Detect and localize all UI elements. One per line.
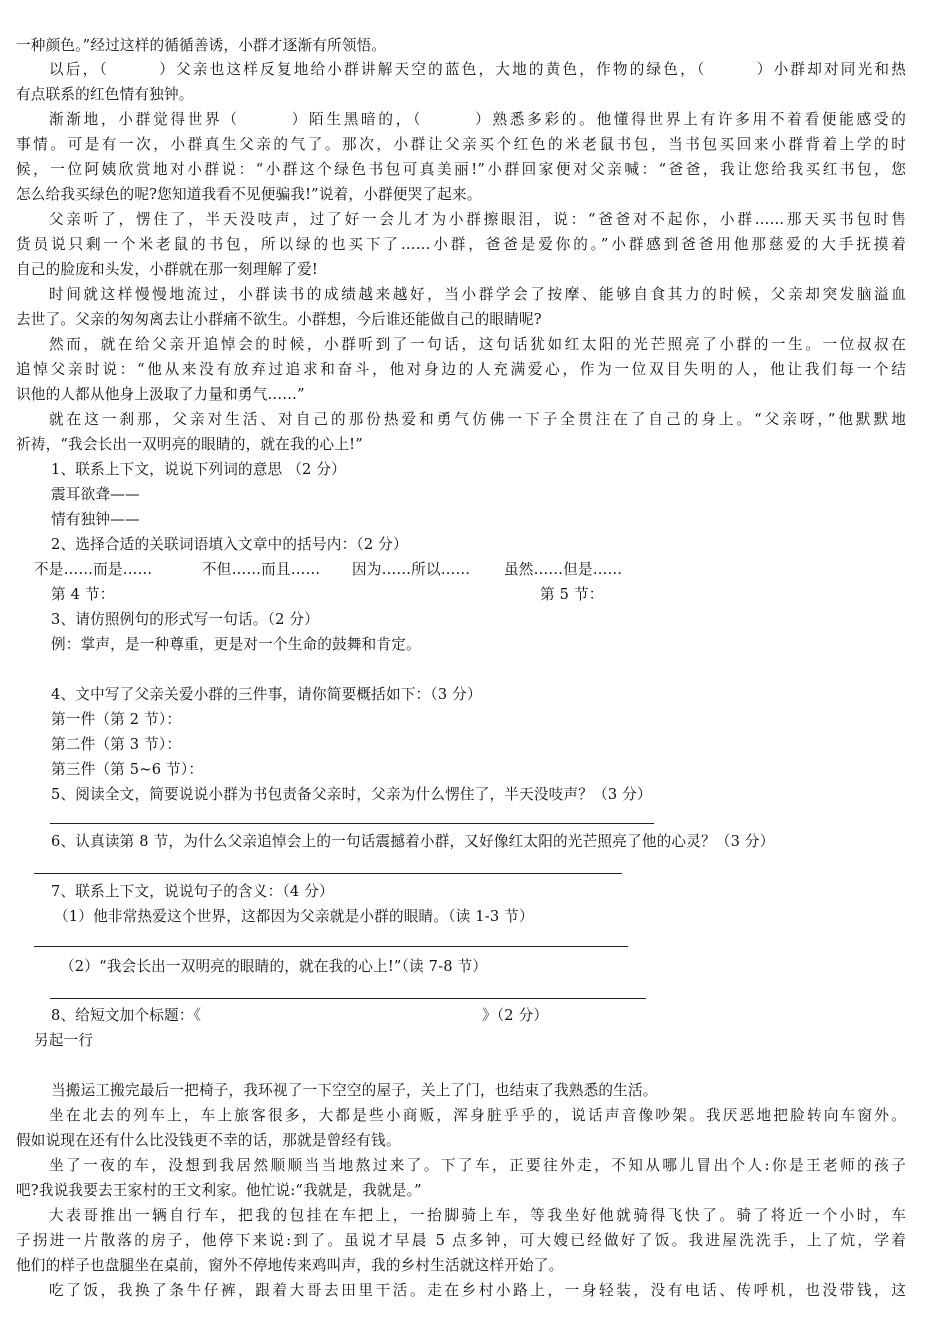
paragraph-line: 子拐进一片散落的房子，他停下来说:到了。虽说才早晨 5 点多钟，可大嫂已经做好了饭。我进屋洗洗手，上了炕，学着 [16, 1232, 906, 1249]
question-3-example: 例：掌声，是一种尊重，更是对一个生命的鼓舞和肯定。 [51, 636, 421, 653]
connective-option: 虽然……但是…… [504, 561, 623, 578]
paragraph-line: 假如说现在还有什么比没钱更不幸的话，那就是曾经有钱。 [16, 1132, 401, 1149]
paragraph-line: 父亲听了，愣住了，半天没吱声，过了好一会儿才为小群擦眼泪，说：“爸爸对不起你，小群……那天买书包时售 [49, 211, 906, 228]
question-4: 4、文中写了父亲关爱小群的三件事，请你简要概括如下：（3 分） [51, 686, 482, 703]
question-2-section-4: 第 4 节： [51, 586, 115, 603]
question-7: 7、联系上下文，说说句子的含义：（4 分） [51, 883, 334, 900]
question-4-item-3: 第三件（第 5~6 节）： [51, 761, 204, 778]
question-5: 5、阅读全文，简要说说小群为书包责备父亲时，父亲为什么愣住了，半天没吱声？（3 分） [51, 786, 652, 803]
newline-note: 另起一行 [34, 1032, 94, 1049]
answer-line [50, 998, 646, 999]
paragraph-line: 候，一位阿姨欣赏地对小群说：“小群这个绿色书包可真美丽!”小群回家便对父亲喊：“爸爸，我让您给我买红书包，您 [16, 161, 906, 178]
answer-line [34, 946, 628, 947]
question-1-term-a: 震耳欲聋—— [51, 486, 140, 503]
paragraph-line: 当搬运工搬完最后一把椅子，我环视了一下空空的屋子，关上了门，也结束了我熟悉的生活。 [51, 1082, 658, 1099]
connective-option: 不是……而是…… [34, 561, 153, 578]
paragraph-line: 怎么给我买绿色的呢?您知道我看不见便骗我!”说着，小群便哭了起来。 [16, 186, 482, 203]
paragraph-line: 去世了。父亲的匆匆离去让小群痛不欲生。小群想，今后谁还能做自己的眼睛呢? [16, 311, 542, 328]
answer-line [34, 873, 622, 874]
paragraph-line: 吃了饭，我换了条牛仔裤，跟着大哥去田里干活。走在乡村小路上，一身轻装，没有电话、传呼机，也没带钱，这 [49, 1282, 906, 1299]
paragraph-line: 识他的人都从他身上汲取了力量和勇气……” [16, 386, 305, 403]
question-2: 2、选择合适的关联词语填入文章中的括号内：（2 分） [51, 536, 408, 553]
paragraph-line: 时间就这样慢慢地流过，小群读书的成绩越来越好，当小群学会了按摩、能够自食其力的时候，父亲却突发脑溢血 [49, 286, 906, 303]
question-6: 6、认真读第 8 节，为什么父亲追悼会上的一句话震撼着小群，又好像红太阳的光芒照亮了他的心灵？（3 分） [51, 833, 775, 850]
paragraph-line: 然而，就在给父亲开追悼会的时候，小群听到了一句话，这句话犹如红太阳的光芒照亮了小群的一生。一位叔叔在 [49, 336, 906, 353]
paragraph-line: 以后，（ ）父亲也这样反复地给小群讲解天空的蓝色，大地的黄色，作物的绿色，（ ）小群却对同光和热 [49, 61, 906, 78]
paragraph-line: 货员说只剩一个米老鼠的书包，所以绿的也买下了……小群，爸爸是爱你的。”小群感到爸爸用他那慈爱的大手抚摸着 [16, 236, 906, 253]
paragraph-line: 祈祷，“我会长出一双明亮的眼睛的，就在我的心上!” [16, 436, 363, 453]
paragraph-line: 一种颜色。”经过这样的循循善诱，小群才逐渐有所领悟。 [16, 37, 387, 54]
paragraph-line: 有点联系的红色情有独钟。 [16, 86, 194, 103]
paragraph-line: 坐在北去的列车上，车上旅客很多，大都是些小商贩，浑身脏乎乎的，说话声音像吵架。我厌恶地把脸转向车窗外。 [49, 1107, 906, 1124]
question-3: 3、请仿照例句的形式写一句话。（2 分） [51, 611, 320, 628]
question-8-prefix: 8、给短文加个标题：《 [51, 1007, 202, 1024]
paragraph-line: 追悼父亲时说：“他从来没有放弃过追求和奋斗，他对身边的人充满爱心，作为一位双目失明的人，他让我们每一个结 [16, 361, 906, 378]
question-8-suffix: 》（2 分） [482, 1007, 549, 1024]
answer-line [50, 823, 654, 824]
connective-option: 因为……所以…… [352, 561, 471, 578]
question-2-section-5: 第 5 节： [540, 586, 604, 603]
question-4-item-1: 第一件（第 2 节）： [51, 711, 182, 728]
question-1-term-b: 情有独钟—— [51, 511, 140, 528]
connective-option: 不但……而且…… [202, 561, 321, 578]
question-1: 1、联系上下文，说说下列词的意思 （2 分） [51, 461, 346, 478]
question-7-sentence-1: （1）他非常热爱这个世界，这都因为父亲就是小群的眼睛。（读 1-3 节） [54, 908, 534, 925]
paragraph-line: 坐了一夜的车，没想到我居然顺顺当当地熬过来了。下了车，正要往外走，不知从哪儿冒出个人:你是王老师的孩子 [49, 1157, 906, 1174]
paragraph-line: 自己的脸庞和头发，小群就在那一刻理解了爱! [16, 261, 318, 278]
paragraph-line: 渐渐地，小群觉得世界（ ）陌生黑暗的，（ ）熟悉多彩的。他懂得世界上有许多用不着看便能感受的 [49, 111, 906, 128]
paragraph-line: 吧?我说我要去王家村的王文利家。他忙说:“我就是，我就是。” [16, 1182, 422, 1199]
paragraph-line: 就在这一刹那，父亲对生活、对自己的那份热爱和勇气仿佛一下子全贯注在了自己的身上。“父亲呀，”他默默地 [49, 411, 906, 428]
paragraph-line: 事情。可是有一次，小群真生父亲的气了。那次，小群让父亲买个红色的米老鼠书包，当书包买回来小群背着上学的时 [16, 136, 906, 153]
question-4-item-2: 第二件（第 3 节）： [51, 736, 182, 753]
question-7-sentence-2: （2）“我会长出一双明亮的眼睛的，就在我的心上!”（读 7-8 节） [60, 958, 488, 975]
paragraph-line: 他们的样子也盘腿坐在桌前，窗外不停地传来鸡叫声，我的乡村生活就这样开始了。 [16, 1257, 564, 1274]
paragraph-line: 大表哥推出一辆自行车，把我的包挂在车把上，一抬脚骑上车，等我坐好他就骑得飞快了。骑了将近一个小时，车 [49, 1207, 906, 1224]
